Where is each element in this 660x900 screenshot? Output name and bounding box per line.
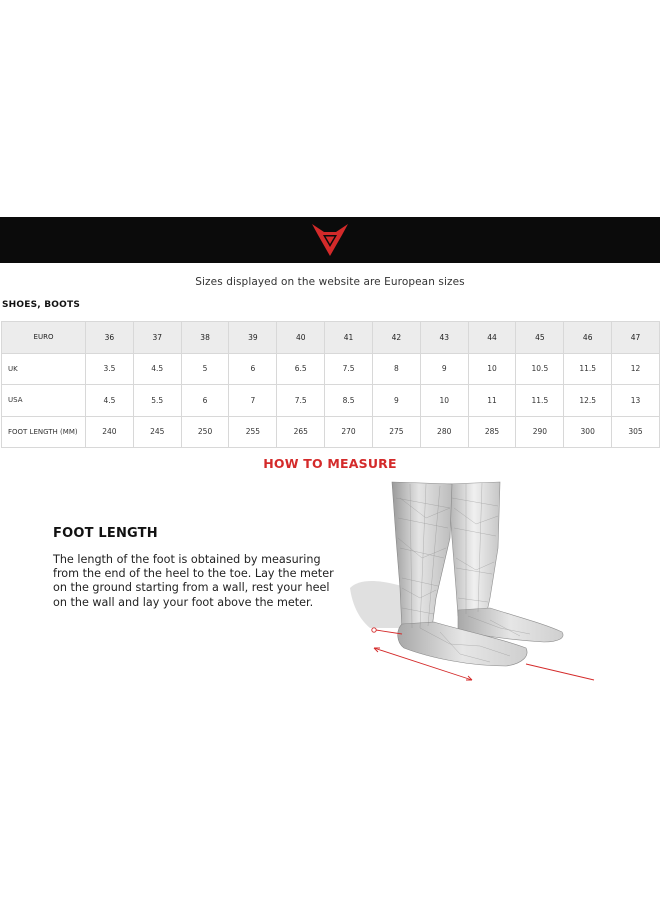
foot-length-description: The length of the foot is obtained by measuring from the end of the heel to the toe. Lay the meter on the ground starting from a wall, rest your heel on the wall and lay your foot above the meter. [53, 553, 334, 609]
size-cell: 9 [420, 353, 468, 385]
size-cell: 8 [372, 353, 420, 385]
sizes-notice: Sizes displayed on the website are European sizes [195, 276, 465, 288]
size-cell: 47 [612, 322, 660, 354]
size-cell: 7 [229, 385, 277, 417]
size-cell: 13 [612, 385, 660, 417]
devil-logo-icon [311, 223, 349, 257]
size-cell: 270 [325, 416, 373, 448]
size-cell: 305 [612, 416, 660, 448]
size-cell: 5.5 [133, 385, 181, 417]
size-row [2, 322, 660, 354]
size-cell: 255 [229, 416, 277, 448]
size-cell: 240 [86, 416, 134, 448]
size-cell: 39 [229, 322, 277, 354]
size-cell: 45 [516, 322, 564, 354]
row-label: USA [2, 385, 86, 417]
size-cell: 265 [277, 416, 325, 448]
size-cell: 6.5 [277, 353, 325, 385]
row-label: UK [2, 353, 86, 385]
size-cell: 46 [564, 322, 612, 354]
size-cell: 43 [420, 322, 468, 354]
section-label: SHOES, BOOTS [2, 300, 81, 310]
size-cell: 36 [86, 322, 134, 354]
size-cell: 7.5 [277, 385, 325, 417]
size-cell: 12.5 [564, 385, 612, 417]
size-cell: 250 [181, 416, 229, 448]
size-row [2, 385, 660, 417]
size-cell: 285 [468, 416, 516, 448]
size-cell: 38 [181, 322, 229, 354]
brand-header-bar [0, 217, 660, 263]
size-cell: 5 [181, 353, 229, 385]
size-row [2, 416, 660, 448]
size-cell: 290 [516, 416, 564, 448]
size-cell: 37 [133, 322, 181, 354]
size-cell: 4.5 [86, 385, 134, 417]
size-cell: 10 [420, 385, 468, 417]
size-cell: 245 [133, 416, 181, 448]
size-cell: 8.5 [325, 385, 373, 417]
row-label: EURO [2, 322, 86, 354]
size-cell: 7.5 [325, 353, 373, 385]
size-cell: 11 [468, 385, 516, 417]
size-row [2, 353, 660, 385]
row-label: FOOT LENGTH (MM) [2, 416, 86, 448]
size-cell: 12 [612, 353, 660, 385]
size-cell: 300 [564, 416, 612, 448]
size-cell: 3.5 [86, 353, 134, 385]
size-cell: 4.5 [133, 353, 181, 385]
size-cell: 280 [420, 416, 468, 448]
size-cell: 275 [372, 416, 420, 448]
size-cell: 11.5 [516, 385, 564, 417]
size-cell: 11.5 [564, 353, 612, 385]
foot-length-title: FOOT LENGTH [53, 526, 158, 541]
size-cell: 42 [372, 322, 420, 354]
how-to-measure-title: HOW TO MEASURE [263, 456, 397, 471]
size-cell: 10 [468, 353, 516, 385]
feet-measure-illustration [340, 478, 600, 693]
size-cell: 44 [468, 322, 516, 354]
size-chart-table [1, 321, 660, 448]
size-cell: 6 [181, 385, 229, 417]
size-cell: 6 [229, 353, 277, 385]
size-cell: 40 [277, 322, 325, 354]
size-cell: 9 [372, 385, 420, 417]
size-cell: 10.5 [516, 353, 564, 385]
size-cell: 41 [325, 322, 373, 354]
